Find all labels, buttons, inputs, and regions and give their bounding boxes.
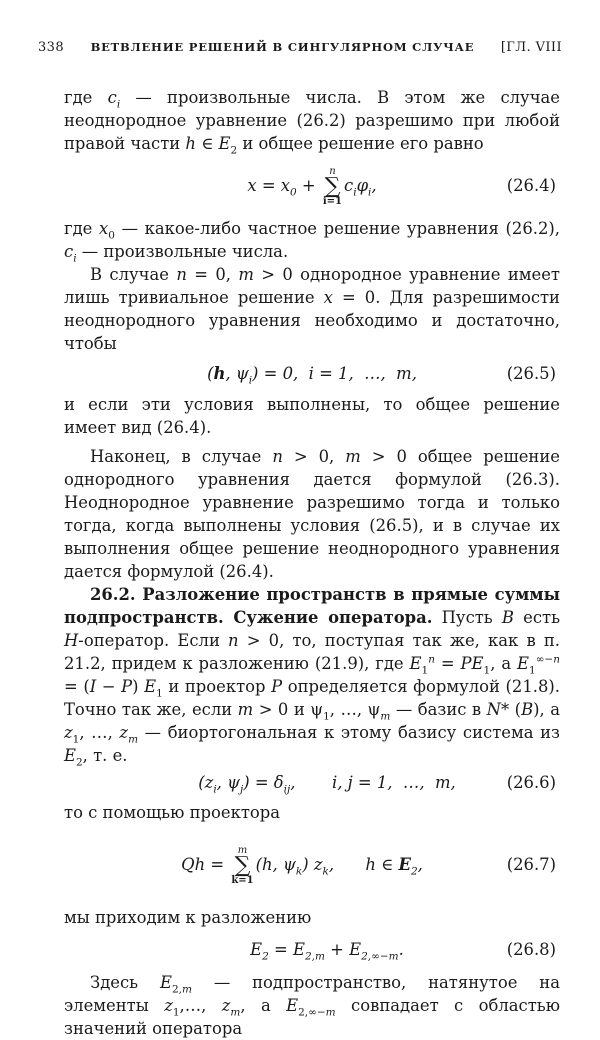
paragraph: то с помощью проектора bbox=[64, 803, 281, 822]
section-number: 26.2. bbox=[90, 585, 136, 604]
equation-number: (26.6) bbox=[506, 773, 556, 792]
page-number: 338 bbox=[38, 40, 65, 55]
equation-26-5: (h, $\psi_i) = 0$, i = 1, …, m, (26.5) bbox=[64, 355, 560, 393]
paragraph: где $c_i$ — произвольные числа. В этом же случае неоднородное уравнение (26.2) разрешимо при любой правой части h ∈ $E_2$ и общее решение его равно bbox=[64, 88, 560, 157]
section-paragraph: 26.2. Разложение пространств в прямые суммы подпространств. Сужение оператора. Пусть B есть H-оператор. Если n > 0, то, поступая так же, как в п. 21.2, придем к разложению (21.9), где $E_1^n = PE_1$, а $E_1^{\infty-n} = (I - P)$ $E_1$ и проектор P определяется формулой (21.8). Точно так же, если m > 0 и $\psi_1$, …, $\psi_m$ — базис в N* (B), а $z_1$, …, $z_m$ — биортогональная к этому базису система из $E_2$, т. е. bbox=[64, 585, 561, 769]
paragraph: Здесь $E_{2,m}$ — подпространство, натянутое на элементы $z_1,\dots$, $z_m$, а $E_{2,\infty-m}$ совпадает с областью значений оператора bbox=[64, 973, 560, 1038]
paragraph: мы приходим к разложению bbox=[64, 908, 312, 927]
paragraph: и если эти условия выполнены, то общее решение имеет вид (26.4). bbox=[64, 395, 560, 437]
paragraph: Наконец, в случае n > 0, m > 0 общее решение однородного уравнения дается формулой (26.3). Неоднородное уравнение разрешимо тогда и только тогда, когда выполнены условия (26.5), и в случае их выполнения общее решение неоднородного уравнения дается формулой (26.4). bbox=[64, 447, 560, 581]
running-title: ВЕТВЛЕНИЕ РЕШЕНИЙ В СИНГУЛЯРНОМ СЛУЧАЕ bbox=[90, 40, 475, 54]
chapter-ref: [ГЛ. VIII bbox=[500, 40, 562, 55]
equation-number: (26.7) bbox=[506, 855, 556, 874]
page-header bbox=[38, 40, 562, 55]
equation-26-6: ($z_i$, $\psi_j) = \delta_{ij}$, i, j = 1, …, m, (26.6) bbox=[64, 767, 560, 799]
equation-number: (26.4) bbox=[506, 176, 556, 195]
equation-26-7: Qh = m ∑ k=1 (h, $\psi_k$) $z_k$, h ∈ $E_2$, (26.7) bbox=[64, 824, 560, 906]
equation-number: (26.8) bbox=[506, 940, 556, 959]
equation-number: (26.5) bbox=[506, 364, 556, 383]
page-body bbox=[64, 86, 560, 1040]
section-title: Разложение пространств в прямые суммы подпространств. Сужение оператора. bbox=[64, 585, 560, 627]
paragraph: В случае n = 0, m > 0 однородное уравнение имеет лишь тривиальное решение x = 0. Для разрешимости неоднородного уравнения необходимо и достаточно, чтобы bbox=[64, 265, 560, 353]
equation-26-8: $E_2 = E_{2,m} + E_{2,\infty-m}$. (26.8) bbox=[64, 929, 560, 971]
equation-26-4: $x = x_0$ + n ∑ i=1 $c_i\varphi_i$, (26.4) bbox=[64, 155, 560, 217]
paragraph: где $x_0$ — какое-либо частное решение уравнения (26.2), $c_i$ — произвольные числа. bbox=[64, 219, 561, 265]
